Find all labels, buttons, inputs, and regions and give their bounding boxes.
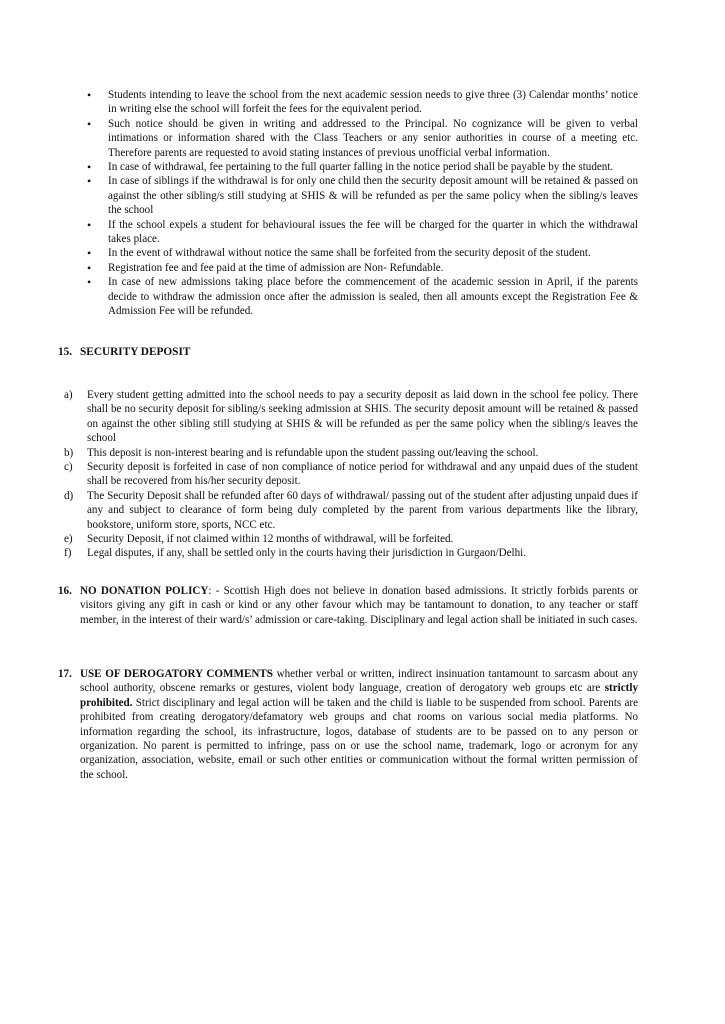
list-item: c) Security deposit is forfeited in case of non compliance of notice period for withdrawal and any unpaid dues of the student shall be recovered from his/her security deposit.	[64, 461, 638, 488]
section-16-title: NO DONATION POLICY	[80, 585, 209, 597]
list-item: d) The Security Deposit shall be refunded after 60 days of withdrawal/ passing out of the student after adjusting unpaid dues if any and subject to clearance of form being duly completed by the parent from various departments like the library, bookstore, uniform store, sports, NCC etc.	[64, 489, 638, 531]
list-item: a) Every student getting admitted into the school needs to pay a security deposit as laid down in the school fee policy. There shall be no security deposit for sibling/s seeking admission at SHIS. The security deposit amount will be retained & passed on against the other sibling still studying at SHIS & will be refunded as per the same policy when the sibling/s leaves the school	[64, 389, 638, 445]
withdrawal-rules-list	[86, 88, 638, 319]
section-17-title: USE OF DEROGATORY COMMENTS	[80, 668, 273, 680]
strictly-prohibited-emphasis: strictly prohibited.	[80, 682, 638, 709]
section-17-derogatory-comments: 17. USE OF DEROGATORY COMMENTS whether verbal or written, indirect insinuation tantamount to sarcasm about any school authority, obscene remarks or gestures, violent body language, creation of derogatory web groups etc are strictly prohibited. Strict disciplinary and legal action will be taken and the child is liable to be suspended from school. Parents are prohibited from creating derogatory/defamatory web groups and chat rooms on various social media platforms. No information regarding the school, its infrastructure, logos, database of students are to be passed on to any person or organization. No parent is permitted to infringe, pass on or use the school name, trademark, logo or acronym for any organization, association, website, email or such other entities or communication without the formal written permission of the school.	[58, 668, 639, 781]
section-16-no-donation-policy: 16. NO DONATION POLICY: - Scottish High does not believe in donation based admissions. It strictly forbids parents or visitors giving any gift in cash or kind or any other favour which may be tantamount to donation, to any teacher or staff member, in the interest of their ward/s’ admission or care-taking. Disciplinary and legal action shall be initiated in such cases.	[58, 585, 638, 626]
list-item: e) Security Deposit, if not claimed within 12 months of withdrawal, will be forfeited.	[64, 533, 454, 546]
list-item: • Such notice should be given in writing and addressed to the Principal. No cognizance will be given to verbal intimations or information shared with the Class Teachers or any senior authorities in course of a meeting etc. Therefore parents are requested to avoid stating instances of previous unofficial verbal information.	[86, 117, 638, 160]
section-15-heading: 15. SECURITY DEPOSIT	[58, 346, 191, 358]
list-item: • In case of withdrawal, fee pertaining to the full quarter falling in the notice period shall be payable by the student.	[86, 160, 638, 174]
list-item: • In case of new admissions taking place before the commencement of the academic session in April, if the parents decide to withdraw the admission once after the admission is sealed, then all amounts except the Registration Fee & Admission Fee will be refunded.	[86, 275, 638, 318]
list-item: b) This deposit is non-interest bearing and is refundable upon the student passing out/leaving the school.	[64, 446, 539, 459]
list-item: • Registration fee and fee paid at the time of admission are Non- Refundable.	[86, 261, 638, 275]
list-item: f) Legal disputes, if any, shall be settled only in the courts having their jurisdiction in Gurgaon/Delhi.	[64, 547, 527, 560]
list-item: • In case of siblings if the withdrawal is for only one child then the security deposit amount will be retained & passed on against the other sibling/s still studying at SHIS & will be refunded as per the same policy when the sibling/s leaves the school	[86, 174, 638, 217]
list-item: • In the event of withdrawal without notice the same shall be forfeited from the security deposit of the student.	[86, 246, 638, 260]
list-item: • If the school expels a student for behavioural issues the fee will be charged for the quarter in which the withdrawal takes place.	[86, 218, 638, 247]
list-item: • Students intending to leave the school from the next academic session needs to give three (3) Calendar months’ notice in writing else the school will forfeit the fees for the equivalent period.	[86, 88, 638, 117]
security-deposit-list	[64, 388, 638, 561]
